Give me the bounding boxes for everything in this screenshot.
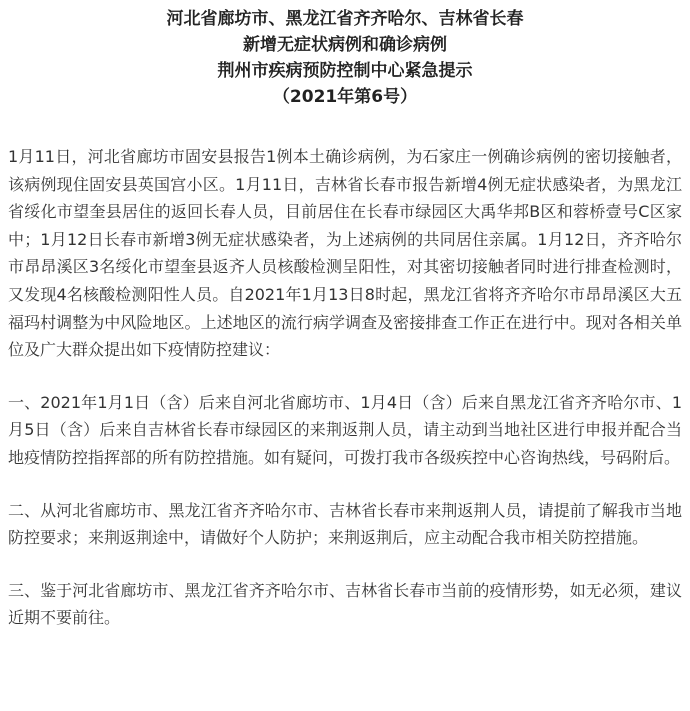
title-line-1: 河北省廊坊市、黑龙江省齐齐哈尔、吉林省长春 [166, 9, 524, 29]
title-line-3: 荆州市疾病预防控制中心紧急提示 [217, 61, 473, 81]
intro-paragraph: 1月11日，河北省廊坊市固安县报告1例本土确诊病例，为石家庄一例确诊病例的密切接触者，该病例现住固安县英国宫小区。1月11日，吉林省长春市报告新增4例无症状感染者，为黑龙江省绥化市望奎县居住的返回长春人员，目前居住在长春市绿园区大禹华邦B区和蓉桥壹号C区家中；1月12日长春市新增3例无症状感染者，为上述病例的共同居住亲属。1月12日，齐齐哈尔市昂昂溪区3名绥化市望奎县返齐人员核酸检测呈阳性，对其密切接触者同时进行排查检测时，又发现4名核酸检测阳性人员。自2021年1月13日8时起，黑龙江省将齐齐哈尔市昂昂溪区大五福玛村调整为中风险地区。上述地区的流行病学调查及密接排查工作正在进行中。现对各相关单位及广大群众提出如下疫情防控建议： [8, 147, 682, 360]
notice-header [8, 0, 682, 110]
recommendation-1: 一、2021年1月1日（含）后来自河北省廊坊市、1月4日（含）后来自黑龙江省齐齐哈尔市、1月5日（含）后来自吉林省长春市绿园区的来荆返荆人员，请主动到当地社区进行申报并配合当地疫情防控指挥部的所有防控措施。如有疑问，可拨打我市各级疾控中心咨询热线，号码附后。 [8, 392, 682, 467]
recommendation-3: 三、鉴于河北省廊坊市、黑龙江省齐齐哈尔市、吉林省长春市当前的疫情形势，如无必须，建议近期不要前往。 [8, 580, 682, 628]
recommendation-2: 二、从河北省廊坊市、黑龙江省齐齐哈尔市、吉林省长春市来荆返荆人员，请提前了解我市当地防控要求；来荆返荆途中，请做好个人防护；来荆返荆后，应主动配合我市相关防控措施。 [8, 500, 682, 548]
title-line-4: （2021年第6号） [272, 87, 418, 107]
title-line-2: 新增无症状病例和确诊病例 [243, 35, 447, 55]
